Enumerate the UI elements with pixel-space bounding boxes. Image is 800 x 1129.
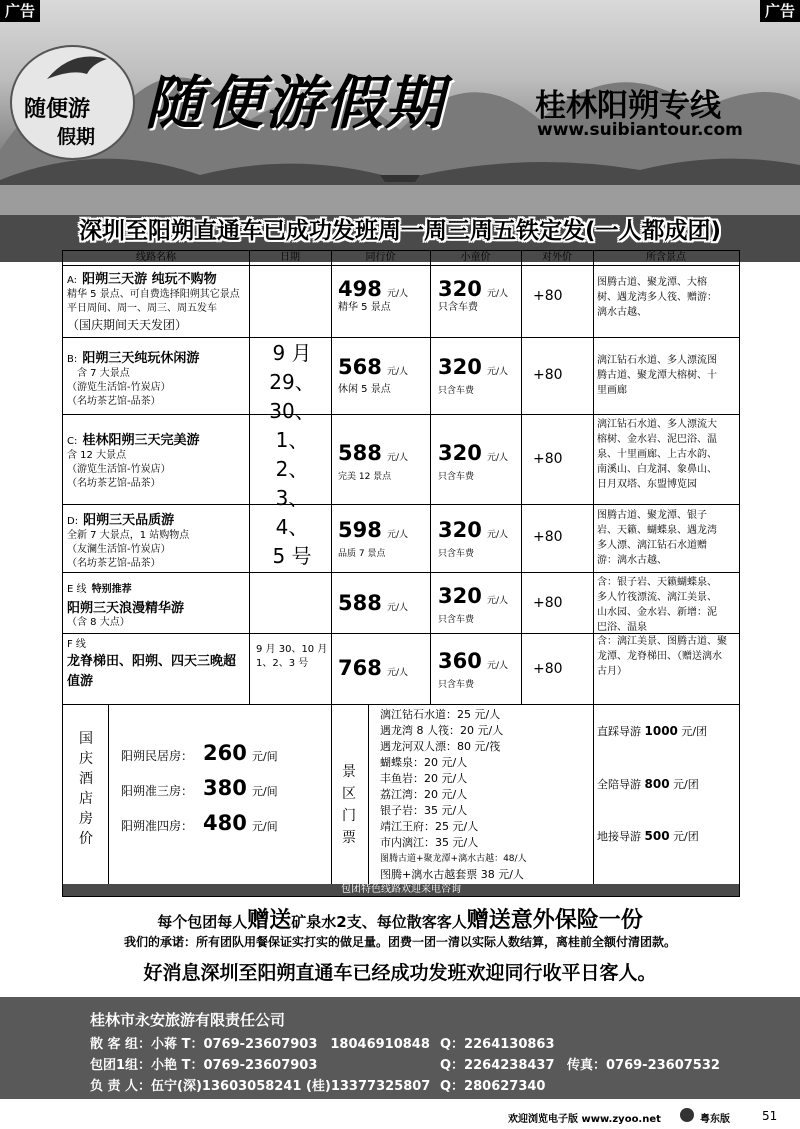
dolphin-icon <box>42 49 112 89</box>
route-e-child: 320 元/人 只含车费 <box>438 584 508 625</box>
hotel-room-1: 阳朔民居房： 260 元/间 <box>121 741 278 765</box>
contact-row-2: 包团1组：小艳 T：0769-23607903 <box>90 1058 318 1073</box>
promo-gift: 每个包团每人赠送矿泉水2支、每位散客客人赠送意外保险一份 <box>157 908 643 933</box>
company-name: 桂林市永安旅游有限责任公司 <box>90 1011 286 1029</box>
route-e-peer: 588 元/人 <box>338 591 408 615</box>
route-b: B: 阳朔三天纯玩休闲游 含 7 大景点 （游览生活馆-竹炭店） （名坊茶艺馆-品茶） <box>67 351 200 407</box>
hotel-label: 国庆酒店房价 <box>79 731 93 847</box>
contact-row-1-qq: Q：2264130863 <box>440 1037 555 1052</box>
header-route: 线路名称 <box>136 252 176 263</box>
route-c: C: 桂林阳朔三天完美游 含 12 大景点 （游览生活馆-竹炭店） （名坊茶艺馆-品茶） <box>67 433 200 489</box>
contact-row-3-qq: Q：280627340 <box>440 1079 546 1094</box>
route-f-child: 360 元/人 只含车费 <box>438 649 508 690</box>
headline-banner: 深圳至阳朔直通车已成功发班周一周三周五铁定发(一人都成团) <box>78 218 722 244</box>
brand-subtitle: 桂林阳朔专线 <box>535 88 721 124</box>
route-f-peer: 768 元/人 <box>338 656 408 680</box>
header-spots: 所含景点 <box>646 252 686 263</box>
route-d-ext: +80 <box>533 529 563 545</box>
ad-tag-left: 广告 <box>0 0 40 22</box>
route-c-child: 320 元/人 只含车费 <box>438 441 508 482</box>
footer-text[interactable]: 欢迎浏览电子版 www.zyoo.net <box>508 1114 661 1125</box>
route-b-peer: 568 元/人 休闲 5 景点 <box>338 355 408 395</box>
route-a-peer: 498 元/人 精华 5 景点 <box>338 277 408 313</box>
route-a-child: 320 元/人 只含车费 <box>438 277 508 313</box>
route-e: E 线 特别推荐 阳朔三天浪漫精华游 （含 8 大点） <box>67 584 185 628</box>
promo-promise: 我们的承诺：所有团队用餐保证实打实的做足量。团费一团一清以实际人数结算，离桂前全额付清团款。 <box>123 935 676 949</box>
ad-tag-right: 广告 <box>760 0 800 22</box>
shared-dates: 9 月 29、 30、 1、 2、 3、 4、 5 号 <box>269 341 315 568</box>
route-e-ext: +80 <box>533 595 563 611</box>
header-date: 日期 <box>280 252 300 263</box>
route-c-spots: 漓江钻石水道、多人漂流大榕树、金水岩、泥巴浴、温泉、十里画廊、上古水韵、南溪山、白龙洞、象鼻山、日月双塔、东盟博览园 <box>597 419 717 490</box>
contact-row-2-fax: 传真：0769-23607532 <box>567 1058 720 1073</box>
header-peer-price: 同行价 <box>365 252 396 263</box>
contact-row-1: 散 客 组：小蒋 T：0769-23607903 18046910848 <box>90 1037 430 1052</box>
hotel-room-3: 阳朔准四房： 480 元/间 <box>121 811 278 835</box>
tickets-list: 漓江钻石水道：25 元/人 遇龙湾 8 人筏：20 元/人 遇龙河双人漂：80 元/筏 蝴蝶泉：20 元/人 丰鱼岩：20 元/人 荔江湾：20 元/人 银子岩：35 元/人 靖江王府：25 元/人 市内漓江：35 元/人 图腾古道+聚龙潭+漓水古越：48/人 图腾+漓水古越套票 38 元/人 <box>380 708 527 881</box>
route-a-spots: 图腾古道、聚龙潭、大榕树、遇龙湾多人筏、赠游：漓水古越、 <box>597 277 717 318</box>
route-f: F 线 龙脊梯田、阳朔、四天三晚超值游 <box>67 639 237 689</box>
company-footer <box>0 997 800 1099</box>
footer-edition: 粤东版 <box>700 1114 730 1125</box>
logo-text-1: 随便游 <box>24 96 91 122</box>
route-a-ext: +80 <box>533 288 563 304</box>
route-d-spots: 图腾古道、聚龙潭、银子岩、天籁、蝴蝶泉、遇龙湾多人漂、漓江钻石水道赠游：漓水古越、 <box>597 510 717 566</box>
page-number: 51 <box>762 1109 778 1123</box>
table-note: 包团特色线路欢迎来电咨询 <box>63 884 739 896</box>
header-child-price: 小童价 <box>460 252 491 263</box>
price-table <box>62 250 740 897</box>
route-f-dates: 9 月 30、10 月 1、2、3 号 <box>256 644 328 669</box>
route-d-peer: 598 元/人 品质 7 景点 <box>338 518 408 559</box>
route-e-spots: 含：银子岩、天籁蝴蝶泉、多人竹筏漂流、漓江美景、山水园、金水岩、新增：泥巴浴、温泉 <box>597 577 717 633</box>
brand-title: 随便游假期 <box>145 69 446 137</box>
route-d: D: 阳朔三天品质游 全新 7 大景点，1 站购物点 （友澜生活馆-竹炭店） （名坊茶艺馆-品茶） <box>67 513 190 569</box>
guide-3: 地接导游 500 元/团 <box>597 829 699 843</box>
contact-row-2-qq: Q：2264238437 <box>440 1058 555 1073</box>
route-c-ext: +80 <box>533 451 563 467</box>
route-b-child: 320 元/人 只含车费 <box>438 355 508 396</box>
guide-2: 全陪导游 800 元/团 <box>597 777 699 791</box>
promo-news: 好消息深圳至阳朔直通车已经成功发班欢迎同行收平日客人。 <box>143 962 657 984</box>
route-b-spots: 漓江钻石水道、多人漂流图腾古道、聚龙潭大榕树、十里画廊 <box>597 355 717 396</box>
header-ext-price: 对外价 <box>542 252 572 263</box>
route-f-spots: 含：漓江美景、图腾古道、聚龙潭、龙脊梯田、（赠送漓水古月） <box>597 636 727 677</box>
route-d-child: 320 元/人 只含车费 <box>438 518 508 559</box>
guide-1: 直踩导游 1000 元/团 <box>597 724 708 738</box>
route-b-ext: +80 <box>533 367 563 383</box>
logo <box>10 45 135 160</box>
footer-logo-icon <box>680 1108 694 1122</box>
contact-row-3: 负 责 人：伍宁(深)13603058241 (桂)13377325807 <box>90 1079 431 1094</box>
route-a: A: 阳朔三天游 纯玩不购物 精华 5 景点、可自费选择阳朔其它景点 平日周间、周一、周三、周五发车 （国庆期间天天发团） <box>67 272 240 332</box>
logo-text-2: 假期 <box>57 126 96 148</box>
hotel-room-2: 阳朔准三房： 380 元/间 <box>121 776 278 800</box>
brand-website[interactable]: www.suibiantour.com <box>537 120 743 140</box>
route-f-ext: +80 <box>533 661 563 677</box>
tickets-label: 景区门票 <box>342 764 356 846</box>
route-c-peer: 588 元/人 完美 12 景点 <box>338 441 408 482</box>
